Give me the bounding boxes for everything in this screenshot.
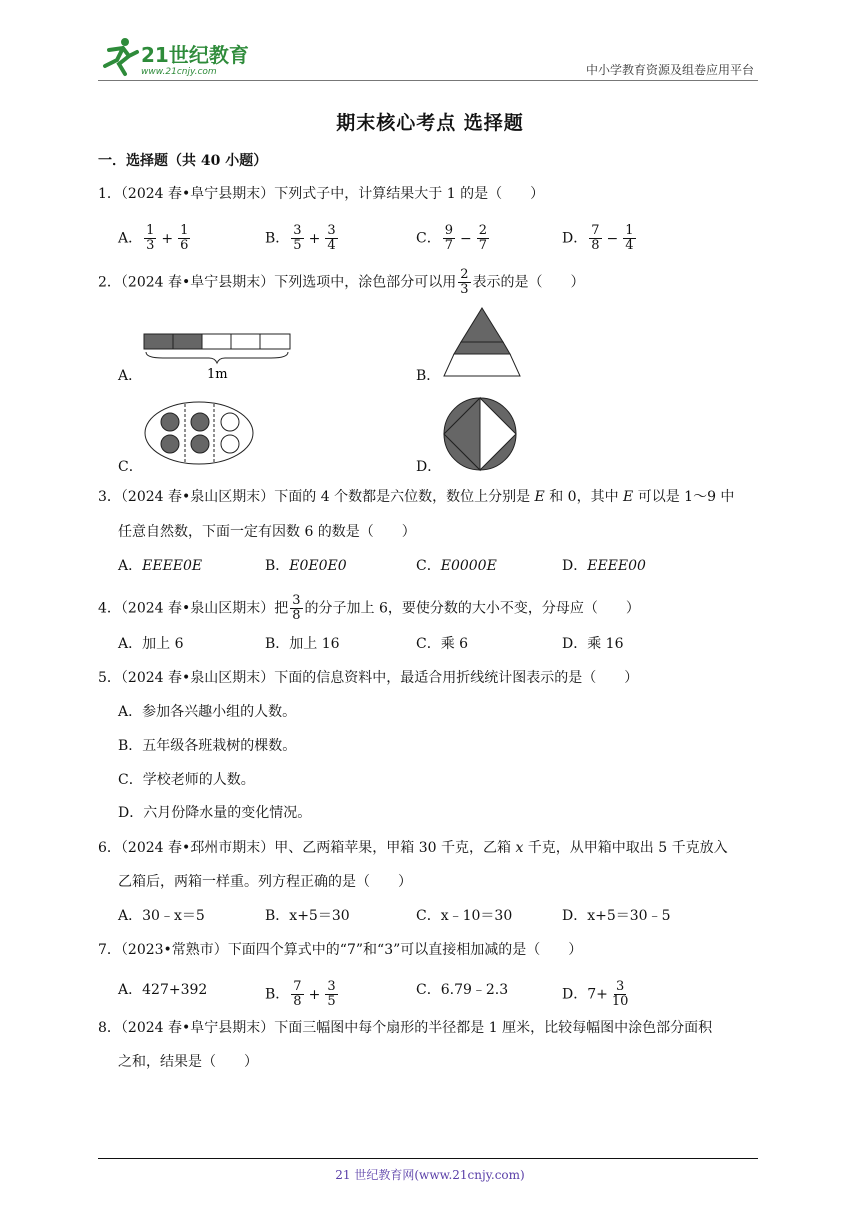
question-number: 3． [98,489,121,505]
question-7 [98,940,582,960]
option-label: C． [416,982,441,998]
question-number: 5． [98,670,121,686]
q6-option-d[interactable] [562,906,671,926]
question-source: （2023•常熟市） [120,942,228,958]
q7-option-d[interactable]: D．7+ $\frac{3}{10}$ [562,979,629,1009]
option-text: 427+392 [142,982,208,998]
option-label: B． [265,230,290,247]
section-heading: 一．选择题（共 40 小题） [98,153,268,169]
option-label: D． [118,805,144,821]
question-fraction: $\frac{2}{3}$ [460,267,469,297]
q6-option-b[interactable] [265,906,350,926]
q2-option-c[interactable] [118,457,143,477]
option-label: D． [562,230,588,247]
footer-text[interactable]: 21 世纪教育网(www.21cnjy.com) [335,1168,525,1182]
question-number: 2． [98,274,121,291]
question-number: 7． [98,942,121,958]
question-text-tail: 的分子加上 6，要使分数的大小不变，分母应（ ） [304,600,640,617]
q2-figure-d-circle [441,396,519,472]
question-source: （2024 春•泉山区期末） [120,489,275,505]
option-label: C． [416,558,441,574]
option-label: A． [118,558,143,574]
q6-option-a[interactable] [118,906,205,926]
option-text: 学校老师的人数。 [142,772,255,788]
option-label: A． [118,908,143,924]
question-text: 下面三幅图中每个扇形的半径都是 1 厘米，比较每幅图中涂色部分面积 [274,1020,713,1036]
question-text: 下列式子中，计算结果大于 1 的是（ ） [274,186,545,202]
q2-figure-c-oval [143,400,255,466]
option-label: D． [562,558,588,574]
question-number: 4． [98,600,121,617]
option-text: 30﹣x＝5 [142,908,205,924]
question-5 [98,668,638,688]
question-4 [98,594,640,623]
runner-icon [105,38,137,74]
q7-option-c[interactable] [416,980,508,1000]
option-label: C． [118,772,143,788]
option-text: x+5＝30 [289,908,350,924]
question-6 [98,838,728,858]
question-8-line-2: 之和，结果是（ ） [118,1054,258,1070]
option-label: C． [416,230,441,247]
variable-e: E [623,489,634,505]
question-text: 甲、乙两箱苹果，甲箱 30 千克，乙箱 [274,840,516,856]
option-label: B． [265,908,290,924]
q2-option-a[interactable] [118,366,142,386]
q5-option-d[interactable] [118,803,311,823]
option-text: EEEE0E [142,558,203,574]
question-number: 1． [98,186,121,202]
logo-url: www.21cnjy.com [141,67,217,77]
question-text-tail: 表示的是（ ） [472,274,585,291]
q5-option-c[interactable] [118,770,255,790]
question-source: （2024 春•泉山区期末） [120,670,275,686]
question-number: 6． [98,840,121,856]
option-label: A． [118,704,143,720]
option-label: B． [265,636,290,652]
question-text: 下列选项中，涂色部分可以用 [274,274,457,291]
option-text: 五年级各班栽树的棵数。 [142,738,297,754]
q2-option-d[interactable] [416,457,441,477]
question-source: （2024 春•泉山区期末） [120,600,275,617]
site-logo [95,36,260,78]
question-8 [98,1018,712,1038]
figure-a-label: 1m [207,367,228,382]
option-label: D． [416,459,442,475]
q4-option-b[interactable] [265,634,340,654]
option-text: 六月份降水量的变化情况。 [143,805,312,821]
q7-option-a[interactable] [118,980,207,1000]
question-source: （2024 春•阜宁县期末） [120,1020,275,1036]
q5-option-b[interactable] [118,736,296,756]
question-source: （2024 春•阜宁县期末） [120,274,275,291]
option-label: A． [118,230,143,247]
option-label: A． [118,368,143,384]
q2-option-b[interactable] [416,366,440,386]
question-1 [98,184,544,204]
option-text: 加上 6 [142,636,184,652]
q1-option-a[interactable]: A． $\frac{1}{3}$ + $\frac{1}{6}$ [118,223,189,253]
question-text-tail: 可以是 1～9 中 [633,489,735,505]
option-text: 6.79﹣2.3 [440,982,509,998]
question-text-mid: 和 0，其中 [544,489,624,505]
q3-option-b[interactable] [265,556,347,576]
logo-text: 21世纪教育 [141,43,249,67]
q2-figure-b-triangle [442,306,522,378]
question-3-line-2: 任意自然数，下面一定有因数 6 的数是（ ） [118,524,416,540]
question-text: 下面的信息资料中，最适合用折线统计图表示的是（ ） [274,670,639,686]
header-slogan: 中小学教育资源及组卷应用平台 [585,63,754,77]
question-3 [98,487,734,507]
q3-option-c[interactable] [416,556,497,576]
option-text: E0E0E0 [289,558,347,574]
question-fraction: $\frac{3}{8}$ [292,593,301,623]
option-text: 乘 6 [440,636,469,652]
option-text: x+5＝30﹣5 [587,908,671,924]
q4-option-c[interactable] [416,634,468,654]
option-label: C． [118,459,143,475]
question-text: 下面的 4 个数都是六位数，数位上分别是 [274,489,535,505]
question-text: 下面四个算式中的“7”和“3”可以直接相加减的是（ ） [227,942,583,958]
option-text: 乘 16 [587,636,624,652]
q4-option-a[interactable] [118,634,183,654]
option-label: B． [265,986,290,1003]
option-text: EEEE00 [587,558,646,574]
question-source: （2024 春•阜宁县期末） [120,186,275,202]
question-text-tail: 千克，从甲箱中取出 5 千克放入 [523,840,728,856]
option-label: B． [416,368,441,384]
option-label: C． [416,908,441,924]
option-text: 参加各兴趣小组的人数。 [142,704,297,720]
header-divider [98,80,758,81]
page-title: 期末核心考点 选择题 [336,112,524,134]
option-label: A． [118,982,143,998]
footer-divider [98,1158,758,1159]
variable-x: x [515,840,524,856]
q1-option-b[interactable]: B． $\frac{3}{5}$ + $\frac{3}{4}$ [265,223,336,253]
q1-option-d[interactable]: D． $\frac{7}{8}$ − $\frac{1}{4}$ [562,223,634,253]
question-number: 8． [98,1020,121,1036]
option-label: D． [562,986,588,1003]
question-2 [98,268,585,297]
q3-option-a[interactable] [118,556,202,576]
option-label: B． [118,738,143,754]
option-label: C． [416,636,441,652]
q6-option-c[interactable] [416,906,512,926]
question-source: （2024 春•邳州市期末） [120,840,275,856]
question-text: 把 [274,600,289,617]
q4-option-d[interactable] [562,634,624,654]
question-6-line-2: 乙箱后，两箱一样重。列方程正确的是（ ） [118,874,412,890]
q3-option-d[interactable] [562,556,646,576]
option-label: A． [118,636,143,652]
option-label: D． [562,636,588,652]
option-text: 7+ [587,986,608,1003]
q7-option-b[interactable]: B． $\frac{7}{8}$ + $\frac{3}{5}$ [265,979,336,1009]
option-label: B． [265,558,290,574]
q1-option-c[interactable]: C． $\frac{9}{7}$ − $\frac{2}{7}$ [416,223,488,253]
option-label: D． [562,908,588,924]
option-text: E0000E [440,558,497,574]
variable-e: E [534,489,545,505]
option-text: 加上 16 [289,636,340,652]
q5-option-a[interactable] [118,702,296,722]
option-text: x﹣10＝30 [440,908,513,924]
q2-figure-a-bar [143,333,293,383]
